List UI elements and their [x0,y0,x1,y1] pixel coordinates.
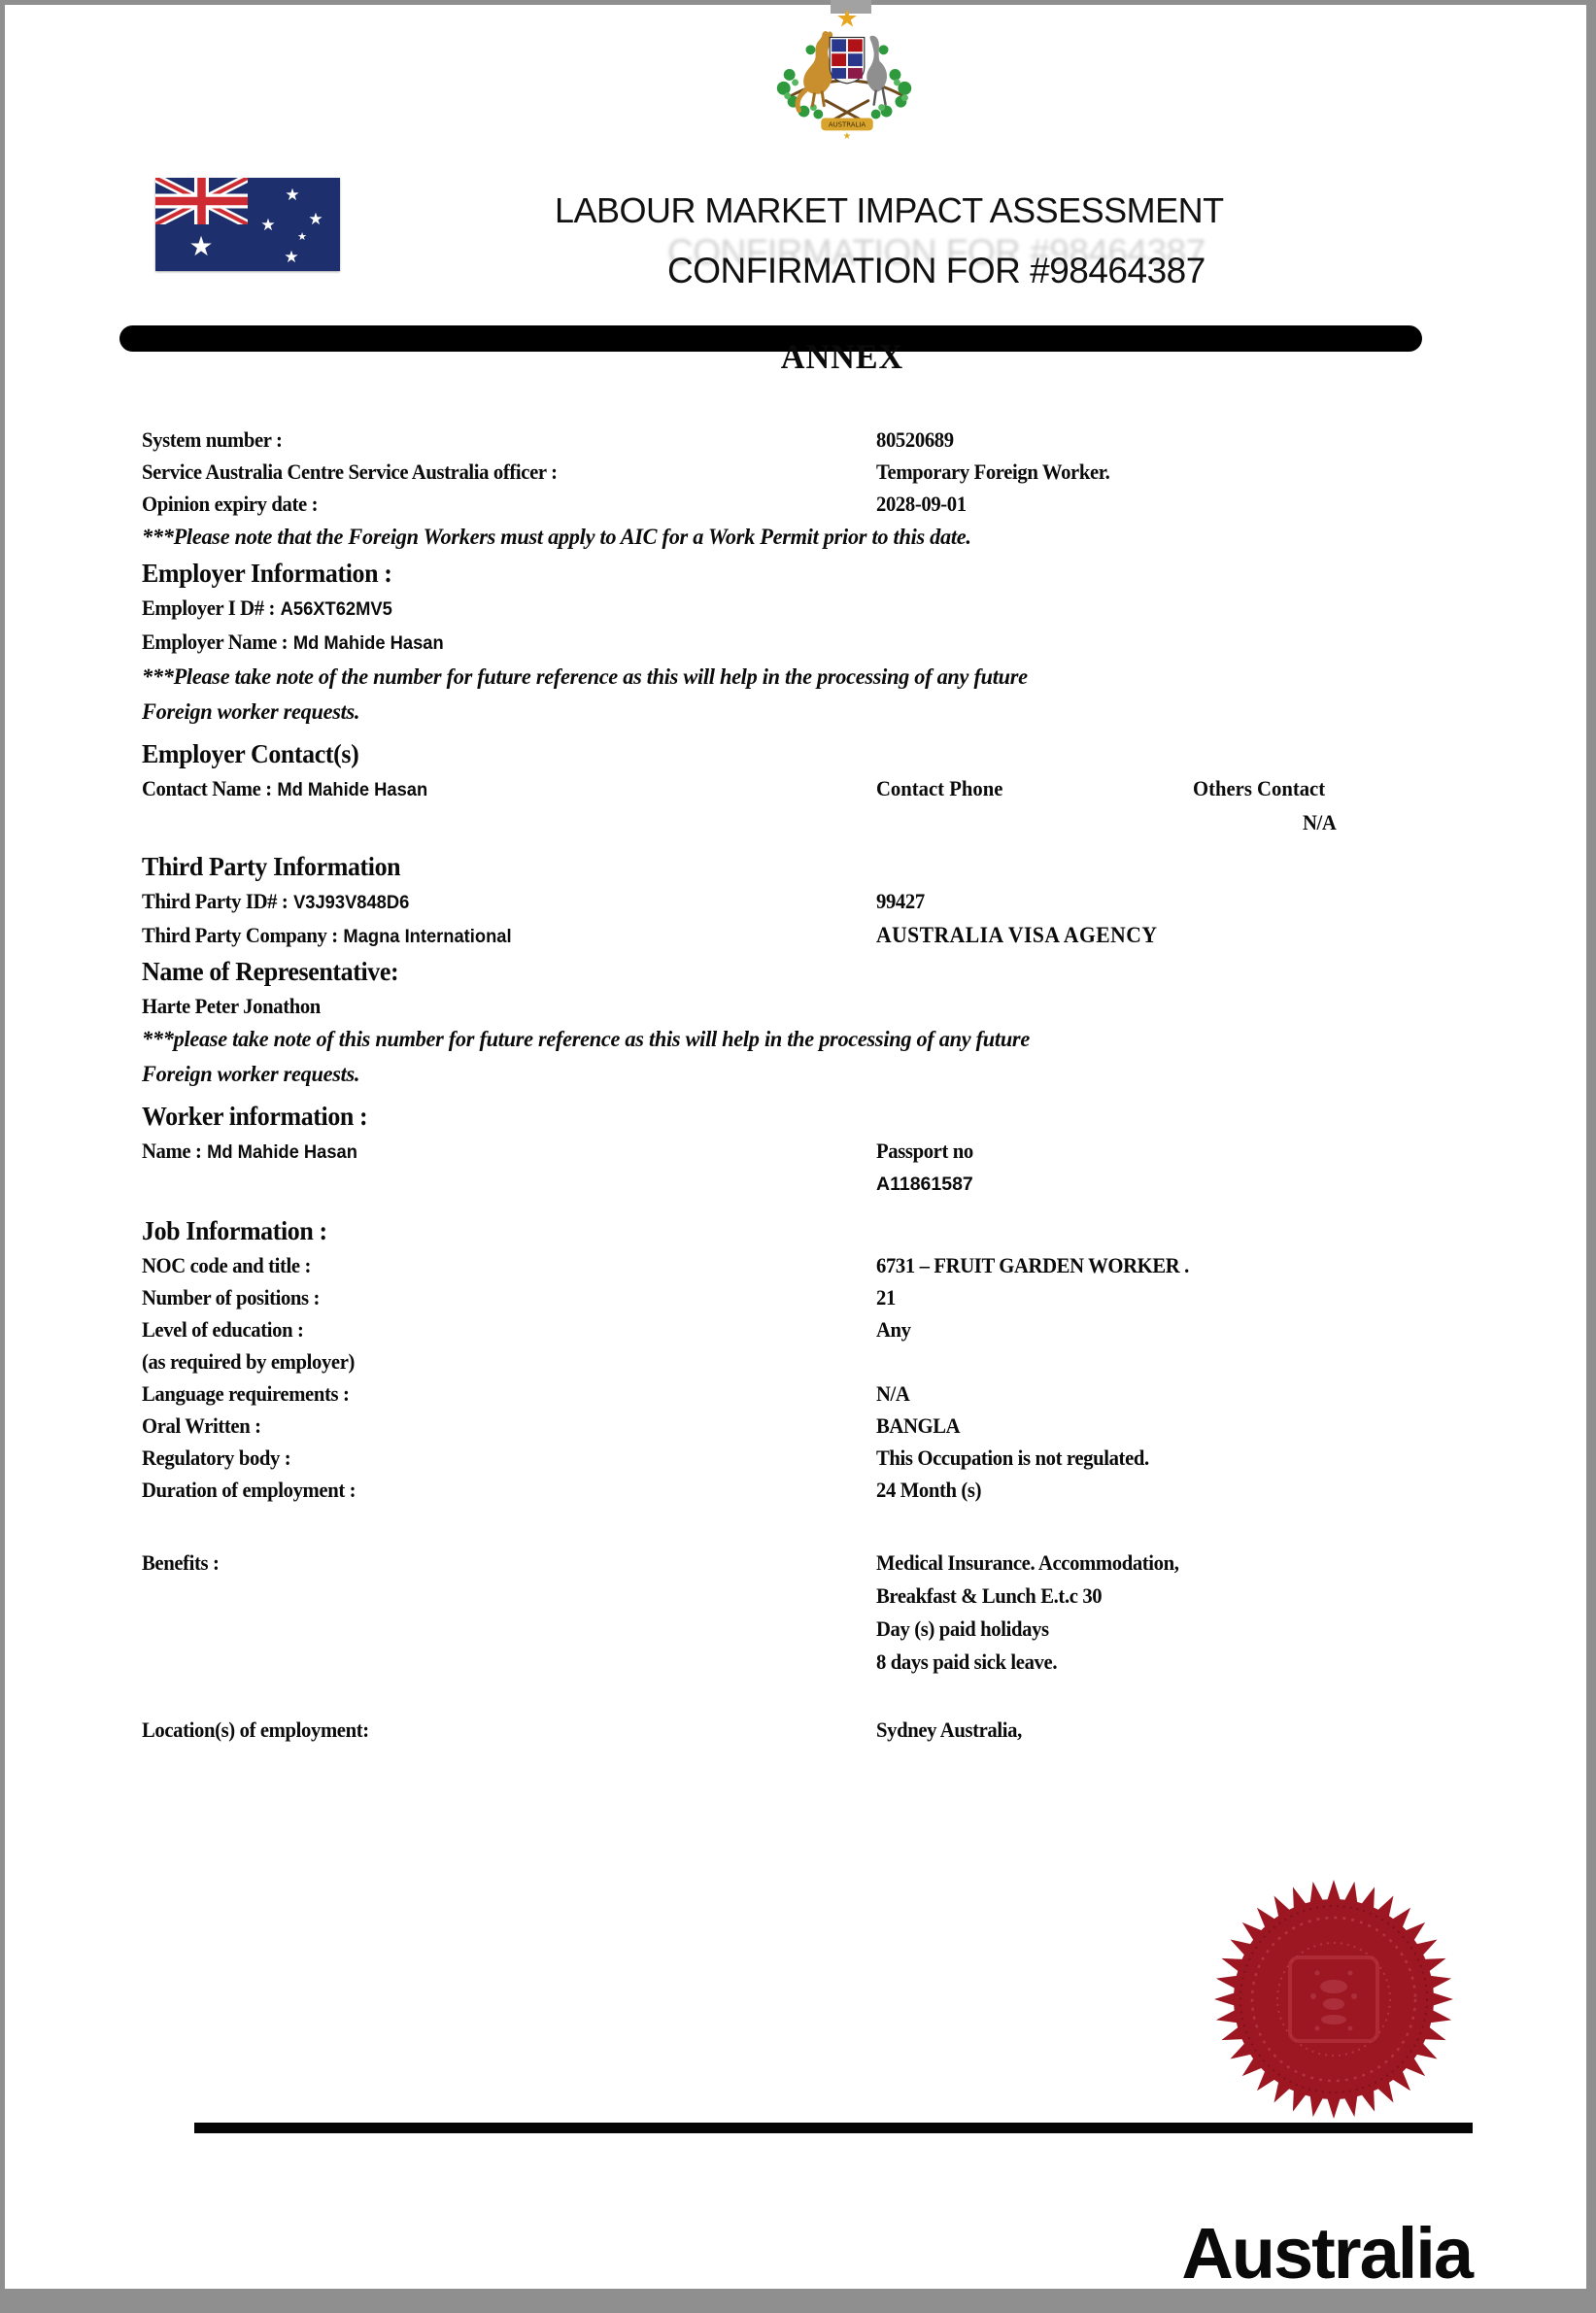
job-information-heading: Job Information : [142,1216,327,1245]
third-party-id-label: Third Party ID# : [142,889,289,913]
location-label: Location(s) of employment: [142,1718,369,1742]
red-embossed-seal-icon [1212,1878,1455,2121]
star-alpha: ★ [284,248,299,267]
employer-id-label: Employer I D# : [142,595,276,620]
summary-row [142,424,1475,456]
employer-name-value: Md Mahide Hasan [292,632,444,654]
field-value: Temporary Foreign Worker. [876,459,1110,484]
annex-label: ANNEX [780,337,904,376]
job-row: Level of education : Any [142,1317,911,1342]
job-row: Regulatory body : This Occupation is not regulated. [142,1446,1149,1470]
page-title: LABOUR MARKET IMPACT ASSESSMENT [555,190,1224,230]
representative-name: Harte Peter Jonathon [142,994,321,1018]
scroll-text: AUSTRALIA [828,120,866,129]
union-jack [155,178,248,224]
star-epsilon: ★ [297,230,307,243]
representative-name-row [142,990,1475,1022]
visa-agency-value: AUSTRALIA VISA AGENCY [876,923,1158,947]
employer-name-row [142,626,1475,660]
others-contact-header: Others Contact [1193,776,1326,800]
third-party-id-value: V3J93V848D6 [293,892,410,913]
worker-name-row [142,1135,1475,1169]
employer-id-value: A56XT62MV5 [280,598,392,620]
contact-name-value: Md Mahide Hasan [277,779,428,800]
job-row: Language requirements : N/A [142,1381,910,1406]
document-page [5,5,1586,2294]
worker-name-value: Md Mahide Hasan [207,1141,357,1163]
passport-value: A11861587 [876,1174,973,1195]
worker-name-label: Name : [142,1139,202,1163]
location-row [142,1714,1475,1746]
work-permit-note: ***Please note that the Foreign Workers must apply to AIC for a Work Permit prior to this date. [142,525,971,549]
employer-information-heading: Employer Information : [142,559,392,588]
third-party-company-value: Magna International [343,926,512,947]
third-party-heading: Third Party Information [142,852,401,881]
star-beta: ★ [260,216,276,235]
commonwealth-star: ★ [188,230,214,262]
contact-phone-header: Contact Phone [876,776,1003,800]
third-party-note-line2: Foreign worker requests. [142,1062,360,1086]
emu [866,36,887,92]
benefits-row [142,1547,1475,1679]
third-party-company-row [142,919,1475,953]
passport-label: Passport no [876,1139,973,1163]
contact-name-label: Contact Name : [142,776,272,800]
star-delta: ★ [308,210,323,229]
field-value: 80520689 [876,427,954,452]
job-row: (as required by employer) [142,1349,356,1374]
job-row: Number of positions : 21 [142,1285,896,1310]
document-body [142,424,1475,1746]
location-value: Sydney Australia, [876,1718,1022,1742]
scroll-flower: ★ [842,131,852,141]
australian-flag-icon [155,178,340,271]
commonwealth-star-crest: ★ [835,5,859,34]
representative-heading: Name of Representative: [142,957,399,986]
field-label: Service Australia Centre Service Australia officer : [142,459,558,484]
benefit-line: 8 days paid sick leave. [876,1650,1058,1674]
third-party-note-line1: ***please take note of this number for future reference as this will help in the processing of any future [142,1027,1030,1051]
footer-divider-line [194,2123,1473,2133]
field-value: 2028-09-01 [876,492,967,516]
worker-information-heading: Worker information : [142,1102,368,1131]
contact-row [142,772,1475,806]
field-label: System number : [142,427,283,452]
kangaroo-legs [812,92,824,106]
australian-coat-of-arms-icon [761,5,934,141]
summary-row [142,456,1475,488]
star-gamma: ★ [285,186,300,205]
job-row: Oral Written : BANGLA [142,1413,961,1438]
benefit-line: Breakfast & Lunch E.t.c 30 [876,1583,1103,1608]
third-party-id-number: 99427 [876,889,925,913]
others-contact-value: N/A [1303,810,1337,834]
job-row: Duration of employment : 24 Month (s) [142,1478,982,1502]
benefit-line: Medical Insurance. Accommodation, [876,1550,1179,1575]
passport-value-row [142,1169,1475,1201]
benefits-label: Benefits : [142,1550,220,1575]
field-label: Opinion expiry date : [142,492,319,516]
employer-contacts-heading: Employer Contact(s) [142,739,359,768]
footer-country-label: Australia [1181,2213,1472,2294]
job-row: NOC code and title : 6731 – FRUIT GARDEN WORKER . [142,1253,1189,1277]
kangaroo [803,31,832,94]
employer-note-line2: Foreign worker requests. [142,699,360,724]
employer-name-label: Employer Name : [142,629,289,654]
employer-id-row [142,592,1475,626]
others-contact-value-row [142,806,1475,838]
employer-note-line1: ***Please take note of the number for future reference as this will help in the processing of any future [142,664,1028,689]
third-party-id-row [142,885,1475,919]
summary-row [142,488,1475,520]
benefit-line: Day (s) paid holidays [876,1616,1049,1641]
third-party-company-label: Third Party Company : [142,923,338,947]
confirmation-title: CONFIRMATION FOR #98464387 [667,251,1205,290]
